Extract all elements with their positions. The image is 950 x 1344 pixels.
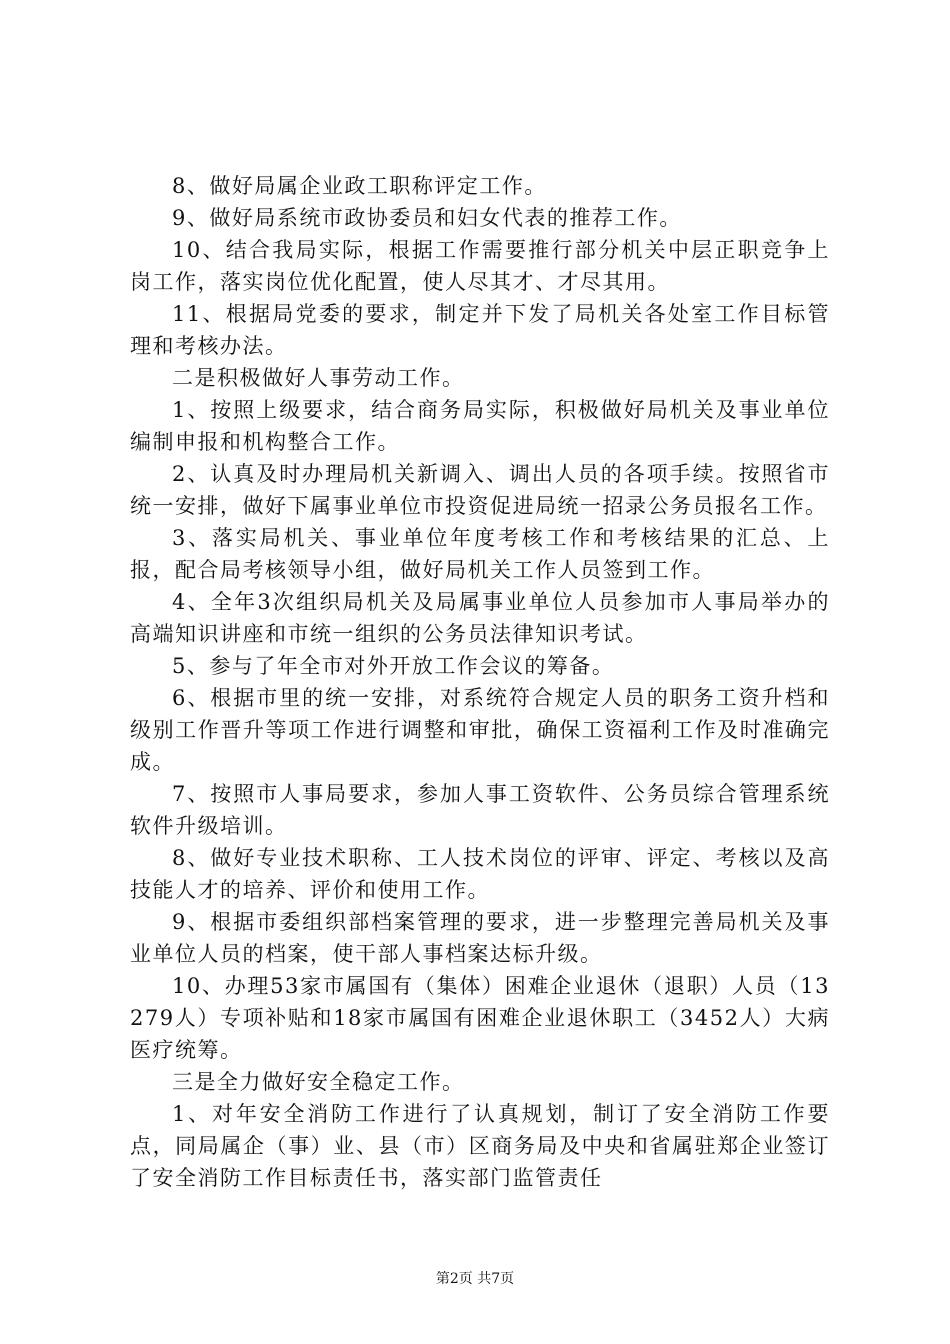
paragraph: 8、做好局属企业政工职称评定工作。 bbox=[172, 174, 547, 198]
document-body bbox=[130, 170, 830, 1194]
paragraph: 7、按照市人事局要求，参加人事工资软件、公务员综合管理系统软件升级培训。 bbox=[130, 782, 830, 838]
section-heading: 二是积极做好人事劳动工作。 bbox=[172, 366, 465, 390]
paragraph: 2、认真及时办理局机关新调入、调出人员的各项手续。按照省市统一安排，做好下属事业单位市投资促进局统一招录公务员报名工作。 bbox=[130, 462, 830, 518]
paragraph: 3、落实局机关、事业单位年度考核工作和考核结果的汇总、上报，配合局考核领导小组，做好局机关工作人员签到工作。 bbox=[130, 526, 830, 582]
paragraph: 10、办理53家市属国有（集体）困难企业退休（退职）人员（13279人）专项补贴和18家市属国有困难企业退休职工（3452人）大病医疗统筹。 bbox=[130, 974, 830, 1062]
paragraph: 4、全年3次组织局机关及局属事业单位人员参加市人事局举办的高端知识讲座和市统一组织的公务员法律知识考试。 bbox=[130, 590, 830, 646]
paragraph: 9、做好局系统市政协委员和妇女代表的推荐工作。 bbox=[172, 206, 682, 230]
page-footer: 第2页 共7页 bbox=[435, 1271, 515, 1287]
paragraph: 6、根据市里的统一安排，对系统符合规定人员的职务工资升档和级别工作晋升等项工作进行调整和审批，确保工资福利工作及时准确完成。 bbox=[130, 686, 830, 774]
paragraph: 5、参与了年全市对外开放工作会议的筹备。 bbox=[172, 654, 615, 678]
paragraph: 1、按照上级要求，结合商务局实际，积极做好局机关及事业单位编制申报和机构整合工作。 bbox=[130, 398, 830, 454]
paragraph: 8、做好专业技术职称、工人技术岗位的评审、评定、考核以及高技能人才的培养、评价和使用工作。 bbox=[130, 846, 830, 902]
section-heading: 三是全力做好安全稳定工作。 bbox=[172, 1070, 465, 1094]
paragraph: 10、结合我局实际，根据工作需要推行部分机关中层正职竞争上岗工作，落实岗位优化配置，使人尽其才、才尽其用。 bbox=[130, 238, 830, 294]
paragraph: 9、根据市委组织部档案管理的要求，进一步整理完善局机关及事业单位人员的档案，使干部人事档案达标升级。 bbox=[130, 910, 830, 966]
paragraph: 1、对年安全消防工作进行了认真规划，制订了安全消防工作要点，同局属企（事）业、县（市）区商务局及中央和省属驻郑企业签订了安全消防工作目标责任书，落实部门监管责任 bbox=[130, 1102, 830, 1190]
paragraph: 11、根据局党委的要求，制定并下发了局机关各处室工作目标管理和考核办法。 bbox=[130, 302, 830, 358]
